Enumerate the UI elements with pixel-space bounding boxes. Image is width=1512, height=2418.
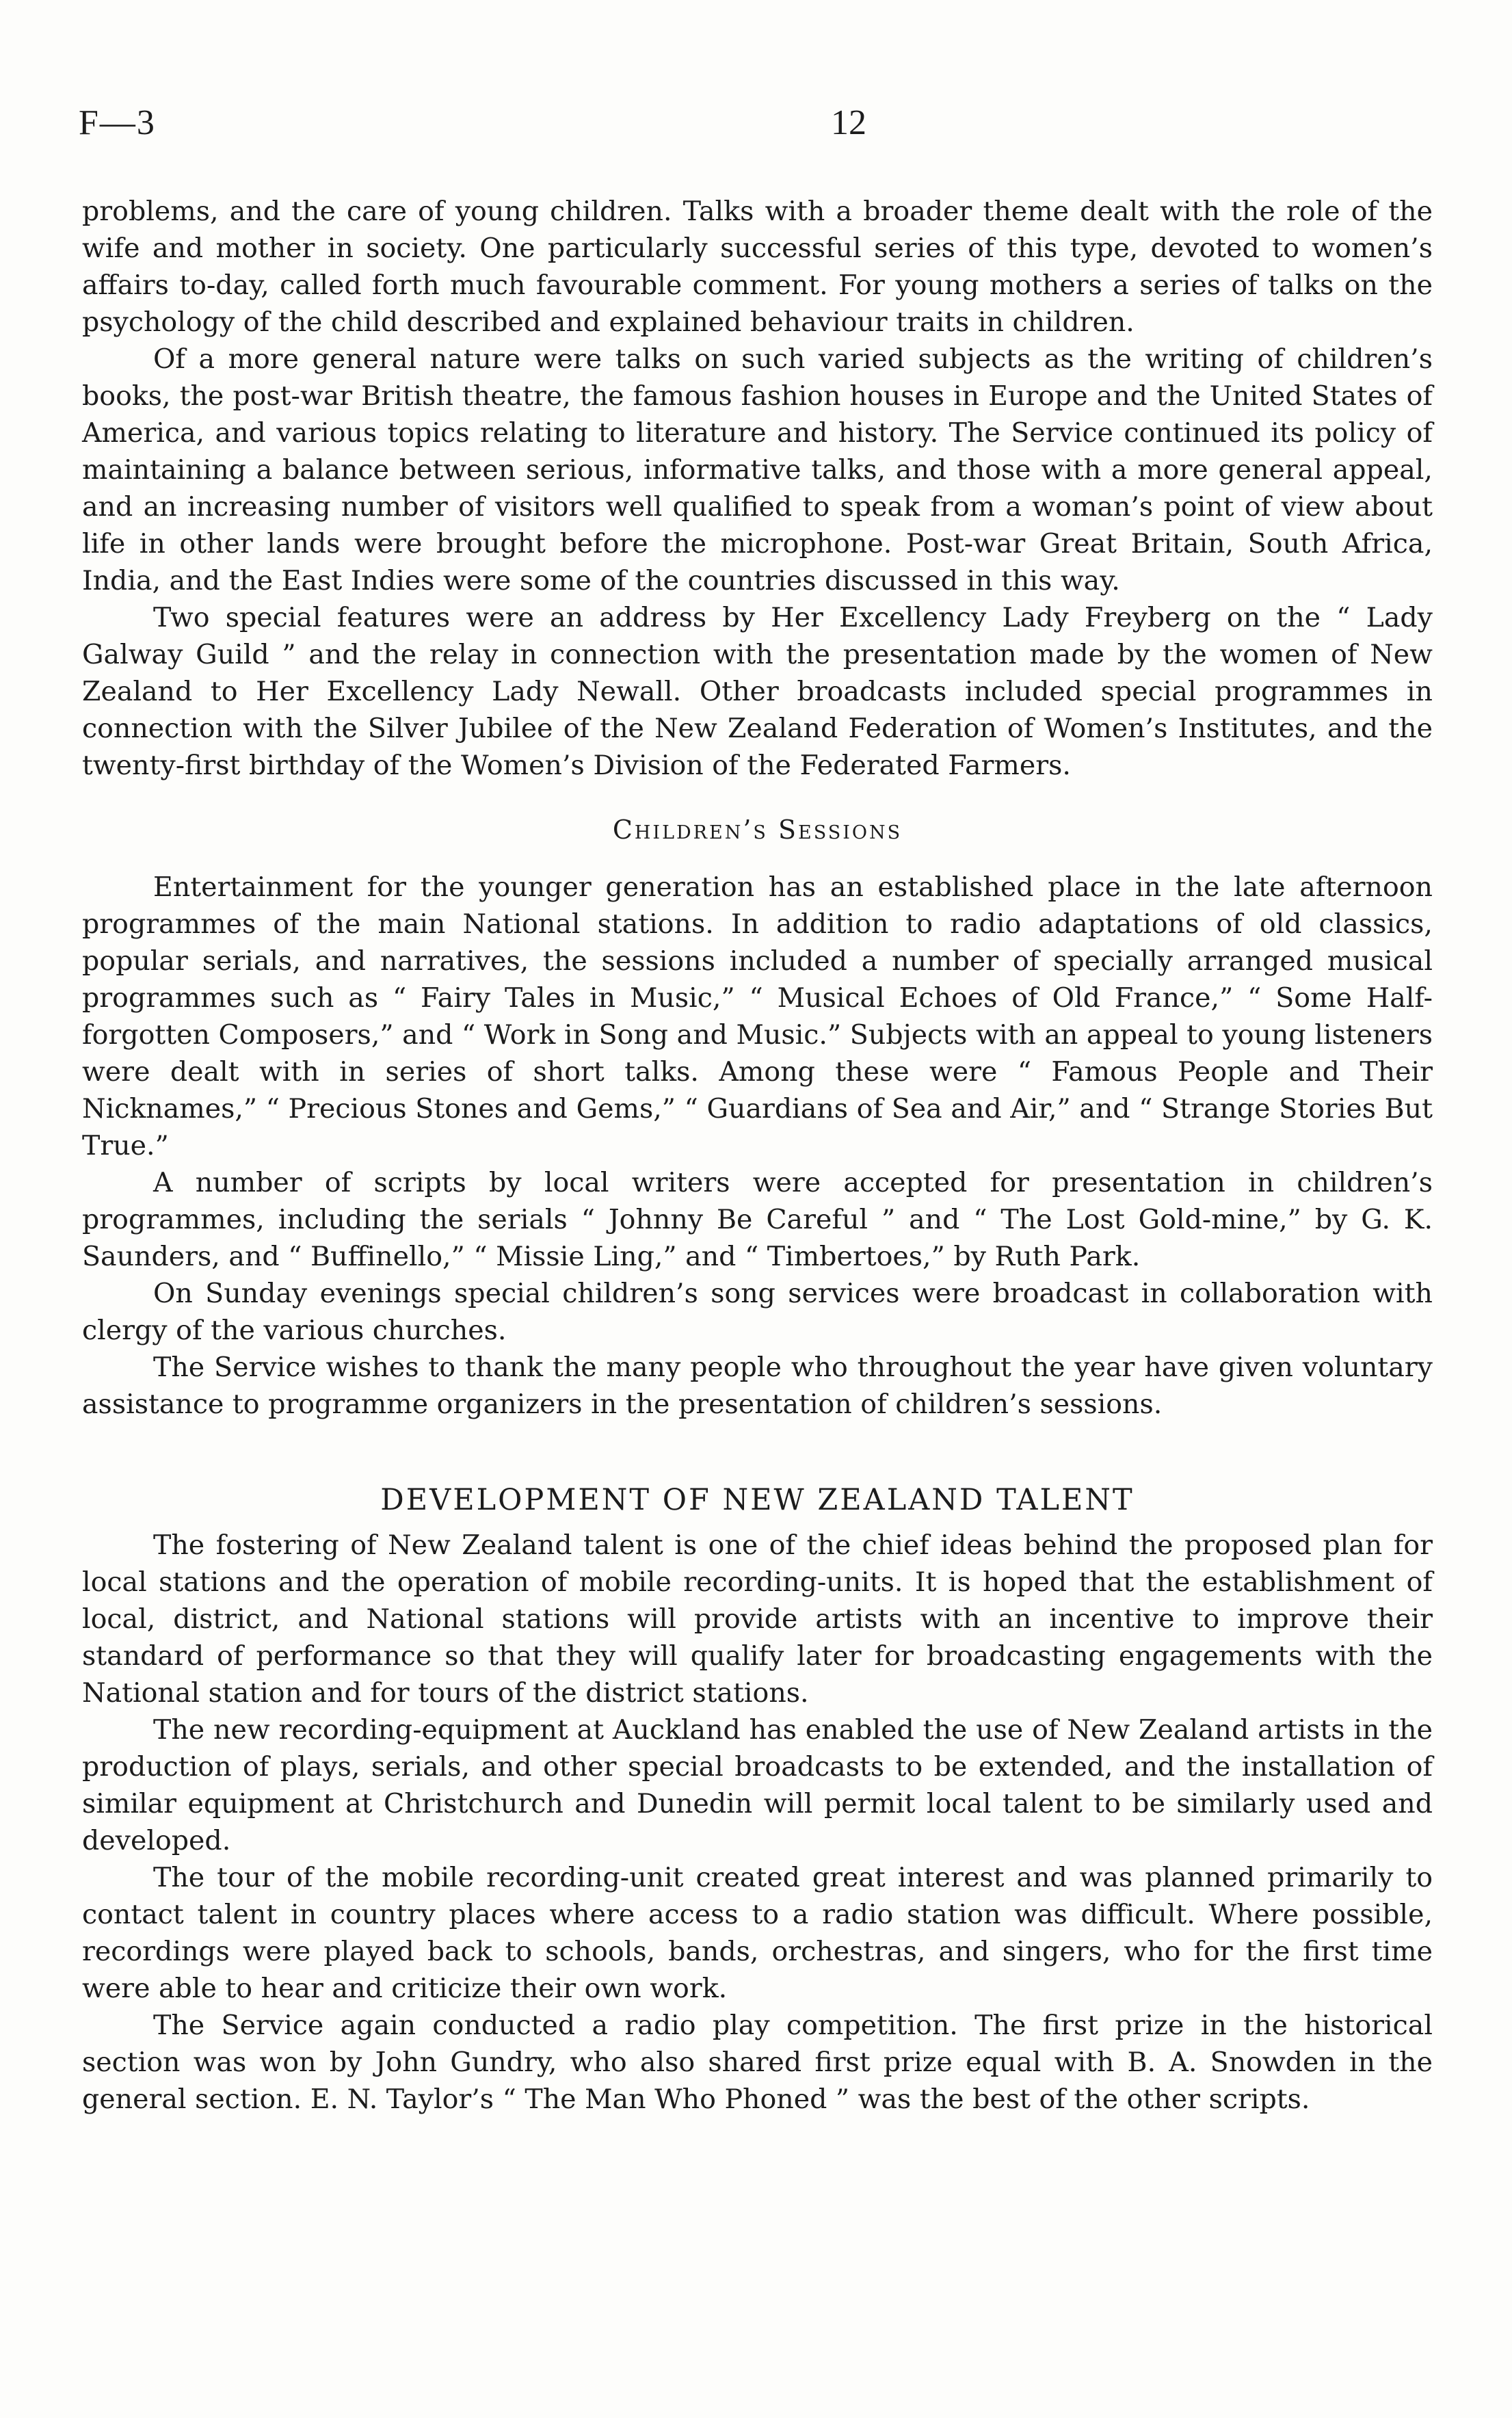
paragraph-general-talks: Of a more general nature were talks on such varied subjects as the writing of children’s books, the post-war British theatre, the famous fashion houses in Europe and the United States of America, and various topics relating to literature and history. The Service continued its policy of maintaining a balance between serious, informative talks, and those with a more general appeal, and an increasing number of visitors well qualified to speak from a woman’s point of view about life in other lands were brought before the microphone. Post-war Great Britain, South Africa, India, and the East Indies were some of the countries discussed in this way. (82, 343, 1433, 596)
page-body (82, 193, 1433, 2118)
page-number: 12 (831, 103, 866, 142)
paragraph-radio-play-competition: The Service again conducted a radio play competition. The first prize in the historical section was won by John Gundry, who also shared first prize equal with B. A. Snowden in the general section. E. N. Taylor’s “ The Man Who Phoned ” was the best of the other scripts. (82, 2010, 1433, 2115)
paragraph-continued-talks: problems, and the care of young children. Talks with a broader theme dealt with the role of the wife and mother in society. One particularly successful series of this type, devoted to women’s affairs to-day, called forth much favourable comment. For young mothers a series of talks on the psychology of the child described and explained behaviour traits in children. (82, 196, 1433, 338)
document-reference: F—3 (79, 103, 156, 142)
childrens-sessions-title: Children’s Sessions (612, 815, 903, 845)
paragraph-thanks: The Service wishes to thank the many people who throughout the year have given voluntary assistance to programme organizers in the presentation of children’s sessions. (82, 1352, 1433, 1420)
development-heading: DEVELOPMENT OF NEW ZEALAND TALENT (380, 1483, 1135, 1517)
paragraph-talent-fostering: The fostering of New Zealand talent is one of the chief ideas behind the proposed plan for local stations and the operation of mobile recording-units. It is hoped that the establishment of local, district, and National stations will provide artists with an incentive to improve their standard of performance so that they will qualify later for broadcasting engagements with the National station and for tours of the district stations. (82, 1529, 1433, 1709)
paragraph-special-features: Two special features were an address by Her Excellency Lady Freyberg on the “ Lady Galway Guild ” and the relay in connection with the presentation made by the women of New Zealand to Her Excellency Lady Newall. Other broadcasts included special programmes in connection with the Silver Jubilee of the New Zealand Federation of Women’s Institutes, and the twenty-first birthday of the Women’s Division of the Federated Farmers. (82, 602, 1433, 781)
paragraph-childrens-entertainment: Entertainment for the younger generation has an established place in the late afternoon programmes of the main National stations. In addition to radio adaptations of old classics, popular serials, and narratives, the sessions included a number of specially arranged musical programmes such as “ Fairy Tales in Music,” “ Musical Echoes of Old France,” “ Some Half-forgotten Composers,” and “ Work in Song and Music.” Subjects with an appeal to young listeners were dealt with in series of short talks. Among these were “ Famous People and Their Nicknames,” “ Precious Stones and Gems,” “ Guardians of Sea and Air,” and “ Strange Stories But True.” (82, 871, 1433, 1161)
paragraph-recording-equipment: The new recording-equipment at Auckland has enabled the use of New Zealand artists in the production of plays, serials, and other special broadcasts to be extended, and the installation of similar equipment at Christchurch and Dunedin will permit local talent to be similarly used and developed. (82, 1714, 1433, 1856)
paragraph-childrens-scripts: A number of scripts by local writers were accepted for presentation in children’s programmes, including the serials “ Johnny Be Careful ” and “ The Lost Gold-mine,” by G. K. Saunders, and “ Buffinello,” “ Missie Ling,” and “ Timbertoes,” by Ruth Park. (82, 1167, 1433, 1272)
paragraph-sunday-services: On Sunday evenings special children’s song services were broadcast in collaboration with clergy of the various churches. (82, 1278, 1433, 1346)
paragraph-mobile-unit: The tour of the mobile recording-unit created great interest and was planned primarily to contact talent in country places where access to a radio station was difficult. Where possible, recordings were played back to schools, bands, orchestras, and singers, who for the first time were able to hear and criticize their own work. (82, 1862, 1433, 2004)
page-header (79, 103, 1440, 157)
